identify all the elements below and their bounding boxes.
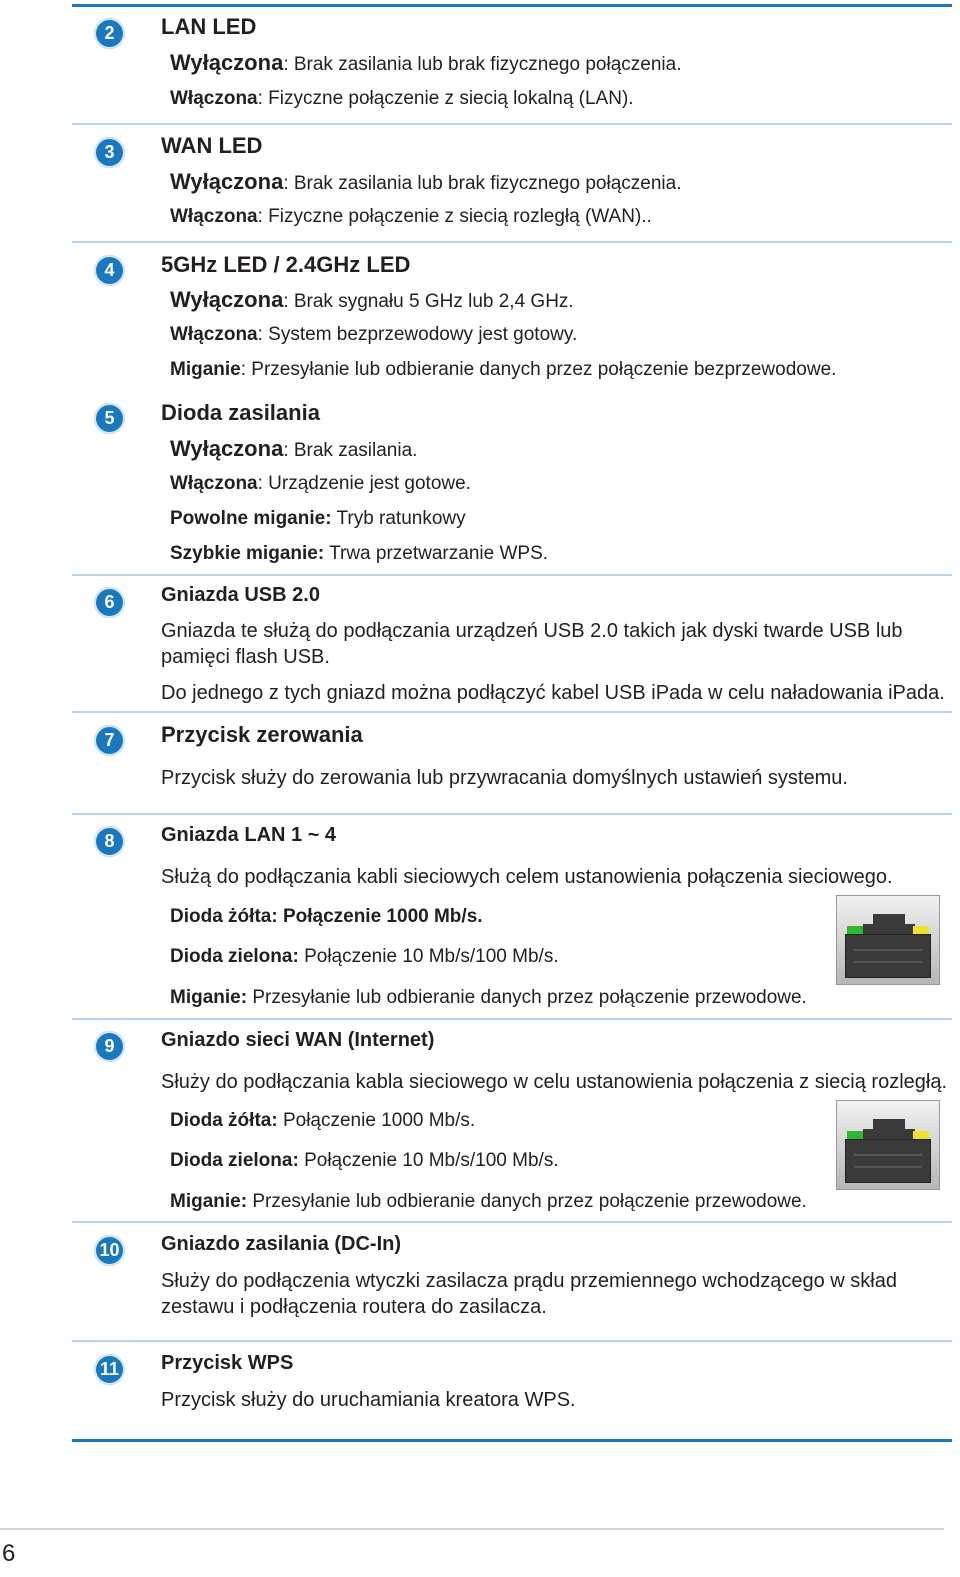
section-number-badge: 8 <box>94 826 125 857</box>
section-number-badge: 5 <box>94 403 125 434</box>
status-line <box>170 88 634 110</box>
status-label: Dioda żółta: <box>170 1110 278 1131</box>
status-line <box>170 946 559 968</box>
section-divider <box>72 1018 952 1020</box>
status-line <box>170 359 836 381</box>
section-divider <box>72 1340 952 1342</box>
section-title: LAN LED <box>161 14 257 39</box>
status-line <box>170 473 471 495</box>
section-title: WAN LED <box>161 133 263 158</box>
status-label: Włączona <box>170 206 258 227</box>
status-text: : Brak zasilania. <box>283 440 418 461</box>
status-line <box>170 1150 559 1172</box>
section-title: Gniazda USB 2.0 <box>161 584 320 606</box>
status-label: Włączona <box>170 473 258 494</box>
port-stripe <box>854 1166 922 1168</box>
description-paragraph: Służy do podłączania kabla sieciowego w celu ustanowienia połączenia z siecią rozległą. <box>161 1071 948 1093</box>
status-text: : Brak zasilania lub brak fizycznego połączenia. <box>283 173 682 194</box>
status-line <box>170 543 548 565</box>
status-label: Wyłączona <box>170 436 284 461</box>
section-divider <box>72 1221 952 1223</box>
section-number-badge: 6 <box>94 587 125 618</box>
status-line <box>170 50 681 76</box>
yellow-led-icon <box>913 926 929 934</box>
status-text: : Przesyłanie lub odbieranie danych przez połączenie bezprzewodowe. <box>240 359 837 380</box>
section-title: Dioda zasilania <box>161 400 320 425</box>
ethernet-port-icon <box>836 1100 940 1190</box>
status-label: Wyłączona <box>170 287 284 312</box>
bottom-rule <box>72 1439 952 1442</box>
description-paragraph: Służy do podłączenia wtyczki zasilacza prądu przemiennego wchodzącego w skład zestawu i podłączenia routera do zasilacza. <box>161 1270 897 1318</box>
status-line <box>170 508 466 530</box>
section-title: Przycisk WPS <box>161 1352 294 1374</box>
section-number-badge: 4 <box>94 255 125 286</box>
status-label: Dioda żółta: Połączenie 1000 Mb/s. <box>170 906 483 927</box>
section-title: Gniazdo sieci WAN (Internet) <box>161 1029 435 1051</box>
status-label: Szybkie miganie: <box>170 543 325 564</box>
status-line <box>170 436 417 462</box>
section-title: Gniazda LAN 1 ~ 4 <box>161 824 337 846</box>
section-title: 5GHz LED / 2.4GHz LED <box>161 252 411 277</box>
port-stripe <box>854 1154 922 1156</box>
status-text: Połączenie 10 Mb/s/100 Mb/s. <box>298 946 559 967</box>
status-line <box>170 1110 475 1132</box>
page-number: 6 <box>2 1540 16 1567</box>
status-text: Tryb ratunkowy <box>331 508 466 529</box>
status-text: : Fizyczne połączenie z siecią rozległą (WAN).. <box>257 206 652 227</box>
port-stripe <box>854 949 922 951</box>
description-paragraph: Przycisk służy do zerowania lub przywracania domyślnych ustawień systemu. <box>161 767 848 789</box>
status-text: Przesyłanie lub odbieranie danych przez połączenie przewodowe. <box>247 1191 807 1212</box>
status-label: Włączona <box>170 324 258 345</box>
section-divider <box>72 711 952 713</box>
status-label: Wyłączona <box>170 169 284 194</box>
section-divider <box>72 813 952 815</box>
section-number-badge: 3 <box>94 137 125 168</box>
status-label: Powolne miganie: <box>170 508 332 529</box>
status-label: Miganie: <box>170 987 248 1008</box>
green-led-icon <box>847 1131 863 1139</box>
status-text: : Fizyczne połączenie z siecią lokalną (LAN). <box>257 88 634 109</box>
section-number-badge: 2 <box>94 18 125 49</box>
status-label: Dioda zielona: <box>170 1150 299 1171</box>
section-divider <box>72 123 952 125</box>
status-line <box>170 1191 807 1213</box>
footer-rule <box>0 1528 944 1530</box>
section-number-badge: 9 <box>94 1031 125 1062</box>
status-label: Dioda zielona: <box>170 946 299 967</box>
status-label: Miganie <box>170 359 241 380</box>
section-title: Przycisk zerowania <box>161 722 363 747</box>
status-label: Włączona <box>170 88 258 109</box>
yellow-led-icon <box>913 1131 929 1139</box>
section-number-badge: 11 <box>94 1354 125 1385</box>
status-label: Miganie: <box>170 1191 248 1212</box>
status-text: Trwa przetwarzanie WPS. <box>324 543 549 564</box>
section-divider <box>72 574 952 576</box>
status-text: : System bezprzewodowy jest gotowy. <box>257 324 578 345</box>
section-divider <box>72 241 952 243</box>
status-line <box>170 987 807 1009</box>
port-stripe <box>854 961 922 963</box>
status-line <box>170 206 652 228</box>
ethernet-port-icon <box>836 895 940 985</box>
description-paragraph: Do jednego z tych gniazd można podłączyć kabel USB iPada w celu naładowania iPada. <box>161 682 945 704</box>
status-text: Połączenie 10 Mb/s/100 Mb/s. <box>298 1150 559 1171</box>
port-body <box>845 1139 931 1183</box>
status-line <box>170 287 574 313</box>
green-led-icon <box>847 926 863 934</box>
description-paragraph: Przycisk służy do uruchamiania kreatora WPS. <box>161 1389 576 1411</box>
status-text: : Urządzenie jest gotowe. <box>257 473 471 494</box>
status-line <box>170 169 681 195</box>
description-paragraph: Gniazda te służą do podłączania urządzeń USB 2.0 takich jak dyski twarde USB lub pamięci flash USB. <box>161 620 903 668</box>
section-number-badge: 7 <box>94 725 125 756</box>
section-title: Gniazdo zasilania (DC-In) <box>161 1233 402 1255</box>
status-label: Wyłączona <box>170 50 284 75</box>
status-line <box>170 906 483 928</box>
status-text: : Brak sygnału 5 GHz lub 2,4 GHz. <box>283 291 574 312</box>
section-number-badge: 10 <box>94 1235 125 1266</box>
status-text: : Brak zasilania lub brak fizycznego połączenia. <box>283 54 682 75</box>
port-body <box>845 934 931 978</box>
top-rule <box>72 4 952 7</box>
status-text: Przesyłanie lub odbieranie danych przez połączenie przewodowe. <box>247 987 807 1008</box>
status-line <box>170 324 577 346</box>
status-text: Połączenie 1000 Mb/s. <box>277 1110 476 1131</box>
description-paragraph: Służą do podłączania kabli sieciowych celem ustanowienia połączenia sieciowego. <box>161 866 893 888</box>
